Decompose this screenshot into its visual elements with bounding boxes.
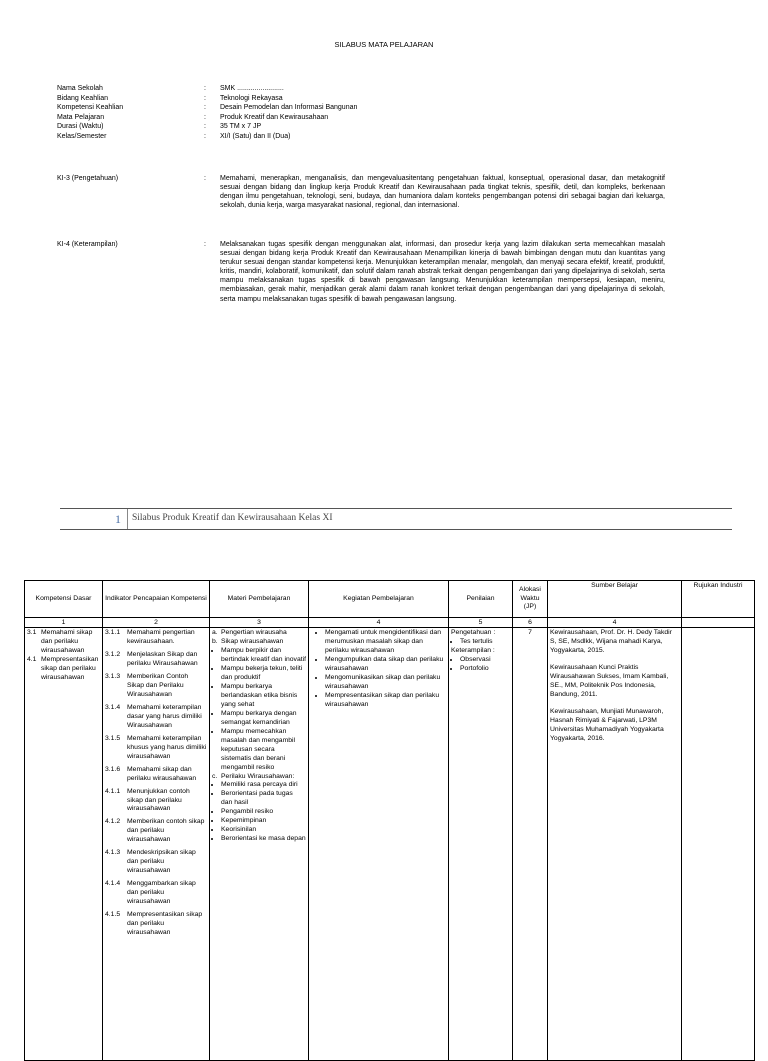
ki3-label: KI-3 (Pengetahuan) — [57, 175, 119, 182]
page-number: 1 — [115, 512, 121, 526]
indikator-item: 3.1.4 Memahami keterampilan dasar yang harus dimiliki Wirausahawan — [105, 703, 202, 729]
info-value: Desain Pemodelan dan Informasi Bangunan — [220, 104, 358, 112]
indikator-item: 4.1.5 Mempresentasikan sikap dan perilaku wirausahawan — [105, 911, 203, 937]
footer-text: Silabus Produk Kreatif dan Kewirausahaan Kelas XI — [132, 513, 333, 523]
info-value: SMK ........................ — [220, 85, 284, 92]
info-label: Durasi (Waktu) — [57, 123, 104, 131]
sumber-item: Kewirausahaan Kunci Praktis Wirausahawan Sukses, Imam Kambali, SE., MM, Politeknik Pos Indonesia, Bandung, 2011. — [550, 663, 669, 698]
list-item: • Kepemimpinan — [221, 817, 306, 826]
materi-list — [212, 647, 306, 773]
kd-cell — [25, 628, 103, 1061]
column-number: 6 — [513, 618, 548, 628]
alokasi-cell: 7 — [513, 628, 548, 1061]
penilaian-label: Keterampilan : — [451, 646, 495, 654]
ki3-text: Memahami, menerapkan, menganalisis, dan mengevaluasitentang pengetahuan faktual, konseptual, operasional dasar, dan metakognitif sesuai dengan bidang dan lingkup kerja Produk Kreatif dan Kewirausahaan pada tingkat teknis, spesifik, detil, dan kompleks, berkenaan dengan ilmu pengetahuan, teknologi, seni, budaya, dan humaniora dalam konteks pengembangan potensi diri sebagai bagian dari keluarga, sekolah, dunia kerja, warga masyarakat nasional, regional, dan internasional. — [220, 175, 665, 210]
info-label: Kompetensi Keahlian — [57, 104, 124, 112]
page-footer — [60, 508, 732, 530]
list-item: • Mampu bekerja tekun, teliti dan produktif — [221, 665, 306, 683]
header-cell: Kegiatan Pembelajaran — [309, 581, 449, 618]
indikator-cell — [103, 628, 210, 1061]
penilaian-cell — [449, 628, 513, 1061]
rujukan-cell — [682, 628, 755, 1061]
list-item: • Berorientasi pada tugas dan hasil — [221, 790, 306, 808]
indikator-item: 4.1.1 Menunjukkan contoh sikap dan perilaku wirausahawan — [105, 787, 190, 813]
list-item: • Berorientasi ke masa depan — [221, 835, 306, 844]
list-item: • Observasi — [460, 656, 510, 665]
list-item: • Mempresentasikan sikap dan perilaku wirausahawan — [325, 692, 446, 710]
indikator-item: 3.1.5 Memahami keterampilan khusus yang harus dimiliki wirausahawan — [105, 734, 207, 760]
list-item: • Mampu berkarya berlandaskan etika bisnis yang sehat — [221, 683, 306, 710]
column-number: 4 — [309, 618, 449, 628]
sumber-item: Kewirausahaan, Munjiati Munawaroh, Hasnah Rimiyati & Fajarwati, LP3M Universitas Muhamadiyah Yogyakarta Yogyakarta, 2016. — [550, 707, 664, 742]
footer-divider — [127, 509, 128, 529]
penilaian-label: Pengetahuan : — [451, 629, 496, 636]
list-item: • Mampu memecahkan masalah dan mengambil keputusan secara sistematis dan berani mengambil resiko — [221, 728, 306, 773]
info-row-field: Bidang Keahlian : Teknologi Rekayasa — [57, 94, 283, 102]
list-item: • Mengumpulkan data sikap dan perilaku wirausahawan — [325, 656, 446, 674]
table-number-row — [25, 618, 755, 628]
info-label: Nama Sekolah — [57, 85, 103, 92]
ki4-text: Melaksanakan tugas spesifik dengan menggunakan alat, informasi, dan prosedur kerja yang lazim dilakukan serta memecahkan masalah sesuai dengan bidang kerja Produk Kreatif dan Kewirausahaan Menampilkan kinerja di bawah bimbingan dengan mutu dan kuantitas yang terukur sesuai dengan standar kompetensi kerja. Menunjukkan keterampilan menalar, mengolah, dan menyaji secara efektif, kreatif, produktif, kritis, mandiri, kolaboratif, komunikatif, dan solutif dalam ranah abstrak terkait dengan pengembangan dari yang dipelajarinya di sekolah, serta mampu melaksanakan tugas spesifik di bawah pengawasan langsung. Menunjukkan keterampilan mempersepsi, kesiapan, meniru, membiasakan, gerak mahir, menjadikan gerak alami dalam ranah konkret terkait dengan pengembangan dari yang dipelajarinya di sekolah, serta mampu melaksanakan tugas spesifik di bawah pengawasan langsung. — [220, 241, 665, 303]
header-cell: Indikator Pencapaian Kompetensi — [103, 581, 210, 618]
info-value: 35 TM x 7 JP — [220, 123, 262, 131]
info-value: XI/I (Satu) dan II (Dua) — [220, 132, 291, 140]
materi-list — [212, 781, 306, 844]
indikator-item: 3.1.2 Menjelaskan Sikap dan perilaku Wirausahawan — [105, 650, 198, 667]
info-row-school: Nama Sekolah : SMK ........................ — [57, 85, 284, 92]
indikator-item: 4.1.3 Mendeskripsikan sikap dan perilaku wirausahawan — [105, 849, 196, 875]
kd-item: 4.1 Mempresentasikan sikap dan perilaku wirausahawan — [27, 655, 99, 681]
kd-item: 3.1 Memahami sikap dan perilaku wirausahawan — [27, 629, 93, 654]
header-cell: Alokasi Waktu (JP) — [513, 581, 548, 618]
materi-heading: c. Perilaku Wirausahawan: — [212, 772, 295, 780]
header-cell: Rujukan Industri — [682, 581, 755, 618]
sumber-cell — [548, 628, 682, 1061]
column-number: 1 — [25, 618, 103, 628]
info-row-duration: Durasi (Waktu) : 35 TM x 7 JP — [57, 123, 262, 131]
penilaian-list — [451, 656, 510, 674]
list-item: • Pengambil resiko — [221, 808, 306, 817]
indikator-item: 3.1.6 Memahami sikap dan perilaku wirausahawan — [105, 765, 197, 782]
page-title: SILABUS MATA PELAJARAN — [334, 40, 434, 49]
list-item: • Mengomunikasikan sikap dan perilaku wirausahawan — [325, 674, 446, 692]
list-item: • Memiliki rasa percaya diri — [221, 781, 306, 790]
materi-cell — [210, 628, 309, 1061]
materi-heading: a. Pengertian wirausaha — [212, 629, 287, 636]
info-value: Produk Kreatif dan Kewirausahaan — [220, 113, 329, 121]
penilaian-list — [451, 638, 510, 647]
column-number: 4 — [548, 618, 682, 628]
column-number: 5 — [449, 618, 513, 628]
info-row-subject: Mata Pelajaran : Produk Kreatif dan Kewirausahaan — [57, 113, 329, 121]
syllabus-table — [24, 580, 755, 1061]
indikator-item: 3.1.3 Memberikan Contoh Sikap dan Perilaku Wirausahawan — [105, 672, 189, 698]
column-number: 2 — [103, 618, 210, 628]
header-cell: Sumber Belajar — [548, 581, 682, 618]
list-item: • Mampu berpikir dan bertindak kreatif dan inovatif — [221, 647, 306, 665]
column-number — [682, 618, 755, 628]
ki4-block: KI-4 (Keterampilan) : Melaksanakan tugas spesifik dengan menggunakan alat, informasi, dan prosedur kerja yang lazim dilakukan serta memecahkan masalah sesuai dengan bidang kerja Produk Kreatif dan Kewirausahaan Menampilkan kinerja di bawah bimbingan dengan mutu dan kuantitas yang terukur sesuai dengan standar kompetensi kerja. Menunjukkan keterampilan menalar, mengolah, dan menyaji secara efektif, kreatif, produktif, kritis, mandiri, kolaboratif, komunikatif, dan solutif dalam ranah abstrak terkait dengan pengembangan dari yang dipelajarinya di sekolah, serta mampu melaksanakan tugas spesifik di bawah pengawasan langsung. Menunjukkan keterampilan mempersepsi, kesiapan, meniru, membiasakan, gerak mahir, menjadikan gerak alami dalam ranah konkret terkait dengan pengembangan dari yang dipelajarinya di sekolah, serta mampu melaksanakan tugas spesifik di bawah pengawasan langsung. — [57, 241, 665, 303]
info-row-class: Kelas/Semester : XI/I (Satu) dan II (Dua) — [57, 132, 291, 140]
indikator-item: 4.1.4 Menggambarkan sikap dan perilaku wirausahawan — [105, 880, 196, 906]
ki4-label: KI-4 (Keterampilan) — [57, 241, 118, 248]
info-row-competency: Kompetensi Keahlian : Desain Pemodelan dan Informasi Bangunan — [57, 104, 358, 112]
header-cell: Kompetensi Dasar — [25, 581, 103, 618]
column-number: 3 — [210, 618, 309, 628]
kegiatan-cell — [309, 628, 449, 1061]
kegiatan-list — [311, 629, 446, 710]
identity-block — [57, 84, 357, 142]
table-header-row — [25, 581, 755, 618]
sumber-item: Kewirausahaan, Prof. Dr. H. Dedy Takdir S, SE, Msdlkk, Wijana mahadi Karya, Yogyakarta, 2015. — [550, 629, 672, 654]
info-label: Kelas/Semester — [57, 132, 107, 140]
info-value: Teknologi Rekayasa — [220, 94, 283, 102]
list-item: • Mengamati untuk mengidentifikasi dan merumuskan masalah sikap dan perilaku wirausahawan — [325, 629, 446, 656]
header-cell: Materi Pembelajaran — [210, 581, 309, 618]
info-label: Bidang Keahlian — [57, 94, 108, 102]
indikator-item: 3.1.1 Memahami pengertian kewirausahaan. — [105, 629, 195, 645]
info-label: Mata Pelajaran — [57, 113, 105, 121]
list-item: • Portofolio — [460, 665, 510, 674]
materi-heading: b. Sikap wirausahawan — [212, 637, 284, 645]
header-cell: Penilaian — [449, 581, 513, 618]
list-item: • Tes tertulis — [460, 638, 510, 647]
list-item: • Keorisinilan — [221, 826, 306, 835]
table-row — [25, 628, 755, 1061]
ki3-block: KI-3 (Pengetahuan) : Memahami, menerapkan, menganalisis, dan mengevaluasitentang pengetahuan faktual, konseptual, operasional dasar, dan metakognitif sesuai dengan bidang dan lingkup kerja Produk Kreatif dan Kewirausahaan pada tingkat teknis, spesifik, detil, dan kompleks, berkenaan dengan ilmu pengetahuan, teknologi, seni, budaya, dan humaniora dalam konteks pengembangan potensi diri sebagai bagian dari keluarga, sekolah, dunia kerja, warga masyarakat nasional, regional, dan internasional. — [57, 175, 665, 210]
list-item: • Mampu berkarya dengan semangat kemandirian — [221, 710, 306, 728]
indikator-item: 4.1.2 Memberikan contoh sikap dan perilaku wirausahawan — [105, 818, 205, 844]
